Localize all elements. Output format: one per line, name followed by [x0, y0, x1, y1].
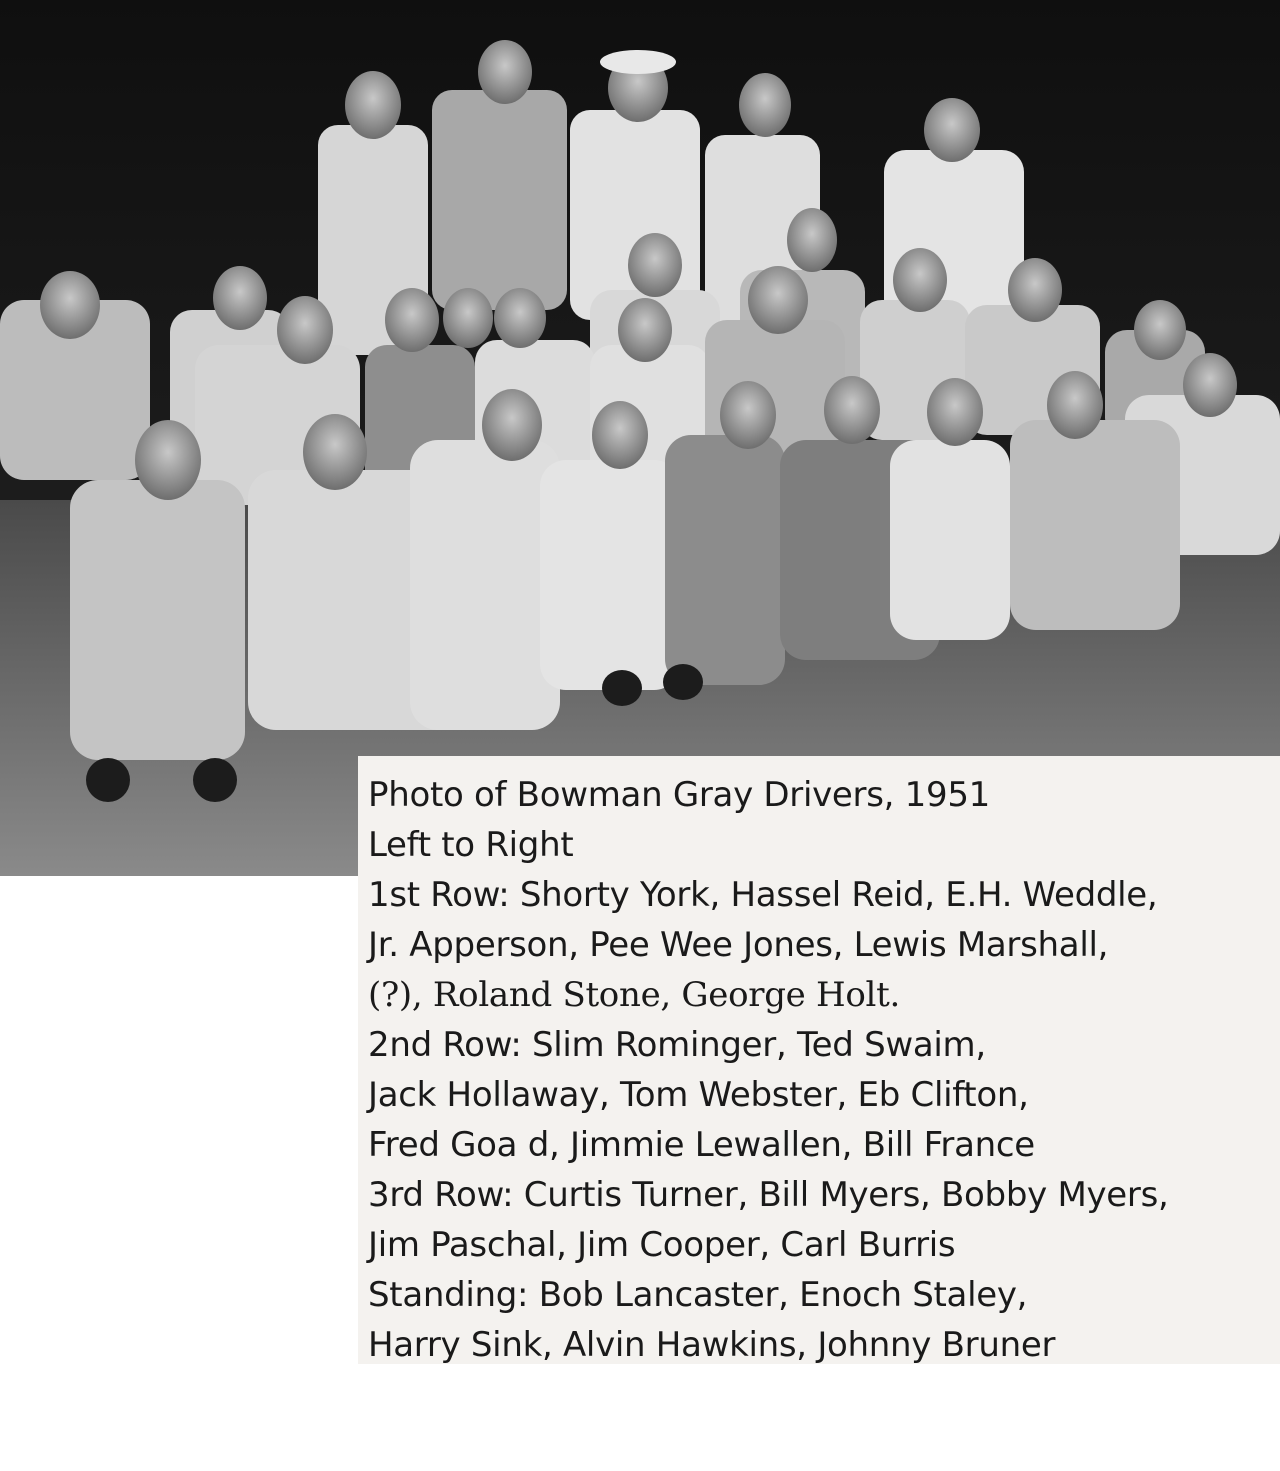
caption-line: Harry Sink, Alvin Hawkins, Johnny Bruner [368, 1325, 1056, 1365]
caption-line: Fred Goa d, Jimmie Lewallen, Bill France [368, 1125, 1035, 1165]
caption-line: Jim Paschal, Jim Cooper, Carl Burris [368, 1225, 956, 1265]
caption-line: Jr. Apperson, Pee Wee Jones, Lewis Marshall, [368, 925, 1109, 965]
caption-line: 2nd Row: Slim Rominger, Ted Swaim, [368, 1025, 986, 1065]
caption-line: Jack Hollaway, Tom Webster, Eb Clifton, [368, 1075, 1029, 1115]
caption-line: Left to Right [368, 825, 574, 865]
caption-line: Standing: Bob Lancaster, Enoch Staley, [368, 1275, 1028, 1315]
caption-title: Photo of Bowman Gray Drivers, 1951 [368, 775, 990, 815]
caption-line: (?), Roland Stone, George Holt. [368, 975, 900, 1015]
photo-caption [358, 756, 1280, 1364]
caption-line: 1st Row: Shorty York, Hassel Reid, E.H. Weddle, [368, 875, 1158, 915]
caption-line: 3rd Row: Curtis Turner, Bill Myers, Bobby Myers, [368, 1175, 1169, 1215]
